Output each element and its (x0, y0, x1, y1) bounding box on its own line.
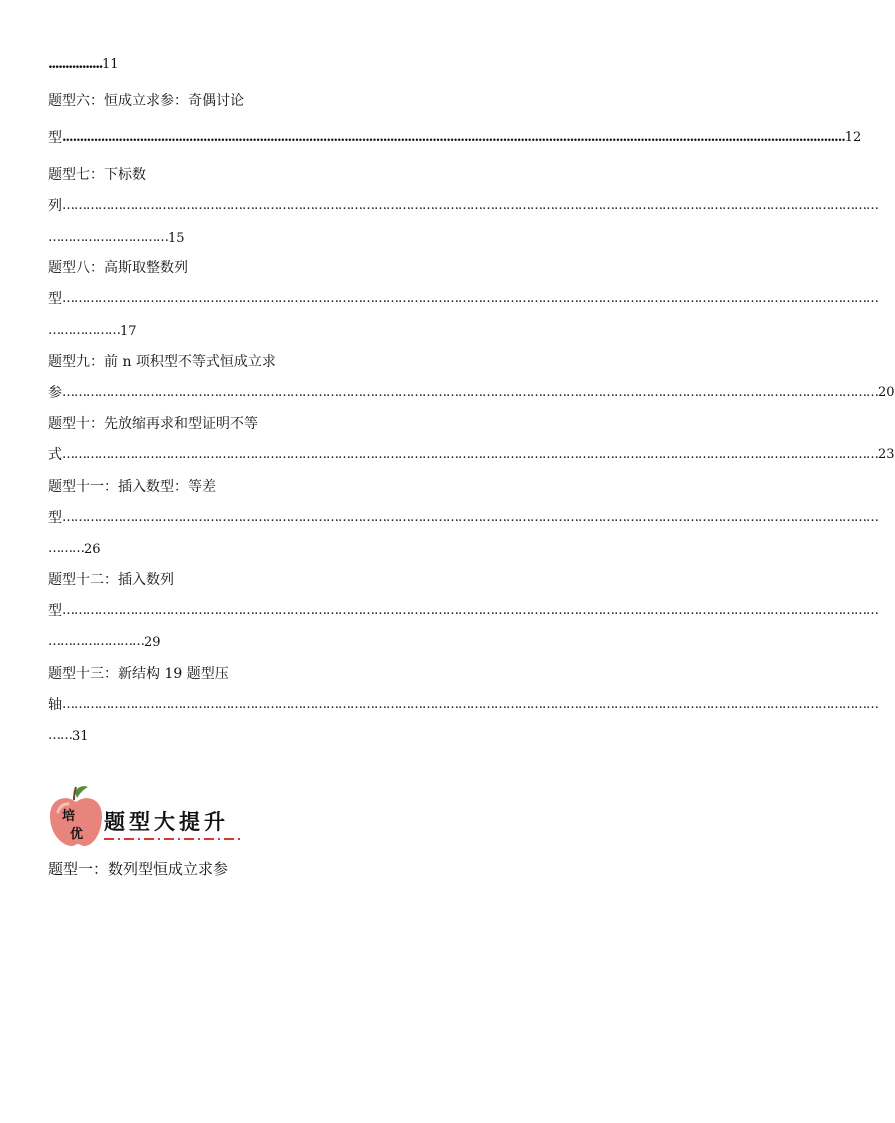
toc-item-leader: 参 …………………………………………………………………………………………………………………………………………………………………………………… 20 (48, 382, 754, 404)
toc-item-leader: 式 …………………………………………………………………………………………………………………………………………………………………………………… 23 (48, 444, 754, 466)
banner-underline (104, 838, 240, 840)
banner-badge-bottom: 优 (70, 827, 84, 842)
toc-item-cont: 型 (48, 291, 62, 307)
toc-item-cont: 型 (48, 510, 62, 526)
toc-item-title: 题型十三：新结构 19 题型压 (48, 666, 229, 682)
toc-item-title: 题型十二：插入数列 (48, 572, 174, 588)
toc-page-number: 31 (72, 729, 89, 744)
toc-item-leader: 型 …………………………………………………………………………………………………………………………………………………………………………………… (48, 288, 754, 310)
toc-line-continuation: …………………………15 (48, 230, 185, 246)
toc-line-continuation: ……31 (48, 728, 89, 744)
toc-item-leader: 型 .............................................................................................................................................................................................................................. 12 (48, 127, 754, 149)
toc-item-title: 题型十一：插入数型：等差 (48, 479, 216, 495)
toc-item-cont: 列 (48, 198, 62, 214)
toc-page-number: 11 (101, 57, 119, 72)
toc-item-cont: 参 (48, 385, 62, 401)
toc-page-number: 20 (878, 385, 895, 400)
banner-title: 题型大提升 (104, 810, 229, 834)
toc-item-cont: 型 (48, 603, 62, 619)
toc-item-cont: 式 (48, 447, 62, 463)
toc-item-title: 题型十：先放缩再求和型证明不等 (48, 416, 258, 432)
section-banner (48, 784, 248, 850)
toc-line-continuation: ……………………29 (48, 634, 161, 650)
section-heading: 题型一：数列型恒成立求参 (48, 860, 229, 878)
toc-line-continuation: ................11 (48, 56, 119, 72)
toc-item-cont: 型 (48, 130, 62, 146)
toc-item-leader: 列 …………………………………………………………………………………………………………………………………………………………………………………… (48, 195, 754, 217)
toc-page-number: 12 (844, 130, 862, 145)
toc-item-title: 题型八：高斯取整数列 (48, 260, 188, 276)
banner-badge-top: 培 (62, 809, 76, 824)
toc-line-continuation: ………………17 (48, 323, 137, 339)
toc-item-leader: 型 …………………………………………………………………………………………………………………………………………………………………………………… (48, 507, 754, 529)
toc-item-leader: 型 …………………………………………………………………………………………………………………………………………………………………………………… (48, 600, 754, 622)
toc-item-title: 题型九：前 n 项积型不等式恒成立求 (48, 354, 276, 370)
toc-item-title: 题型七：下标数 (48, 167, 146, 183)
toc-page-number: 29 (144, 635, 161, 650)
toc-page-number: 26 (84, 542, 101, 557)
toc-page-number: 17 (120, 324, 137, 339)
toc-item-cont: 轴 (48, 697, 62, 713)
toc-page-number: 23 (878, 447, 895, 462)
apple-icon (48, 784, 104, 850)
toc-line-continuation: ………26 (48, 541, 101, 557)
toc-item-title: 题型六：恒成立求参：奇偶讨论 (48, 93, 244, 109)
toc-item-leader: 轴 …………………………………………………………………………………………………………………………………………………………………………………… (48, 694, 754, 716)
toc-page-number: 15 (168, 231, 185, 246)
